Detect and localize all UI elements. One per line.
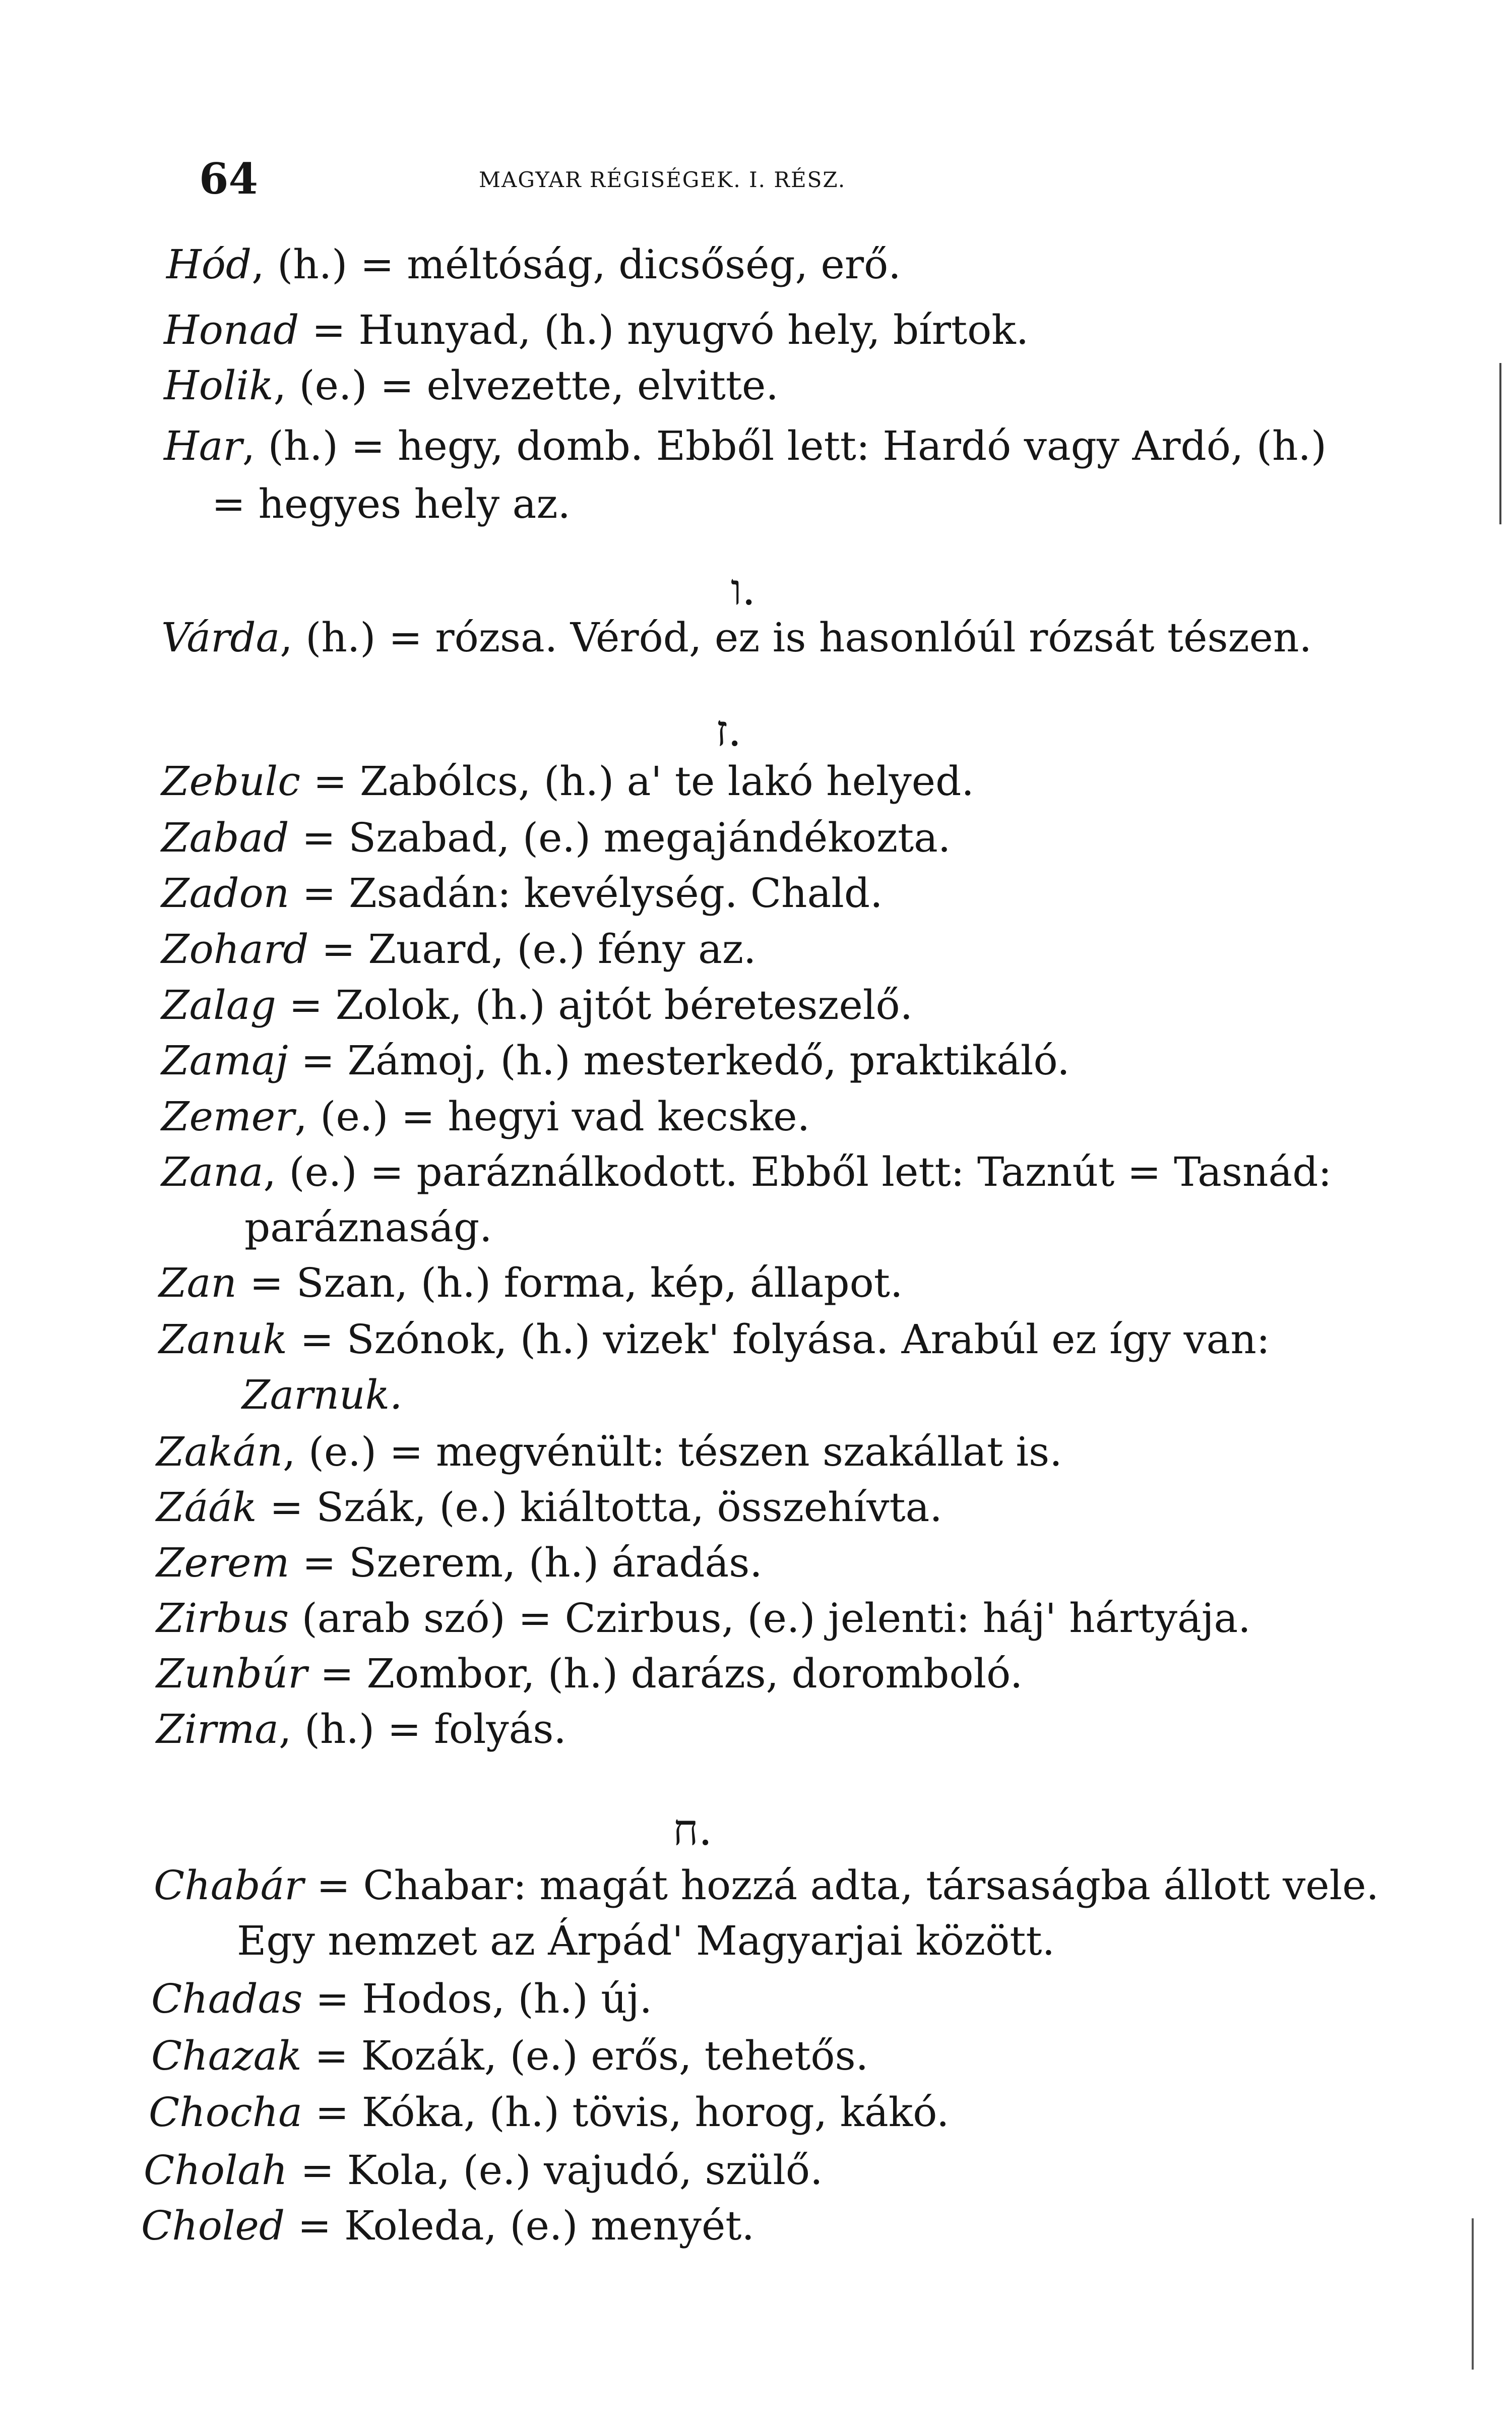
scan-edge-mark: [1472, 2218, 1474, 2370]
definition: (arab szó) = Czirbus, (e.) jelenti: háj' hártyája.: [289, 1595, 1251, 1642]
dictionary-entry: [159, 1314, 1270, 1365]
headword: Har: [164, 422, 242, 469]
headword: Zohard: [161, 926, 309, 973]
dictionary-entry: [161, 756, 974, 807]
entry-continuation: Zarnuk.: [242, 1371, 403, 1418]
definition: = Zolok, (h.) ajtót béreteszelő.: [276, 982, 913, 1028]
definition: = Szerem, (h.) áradás.: [289, 1539, 763, 1586]
definition: = Zuard, (e.) fény az.: [308, 926, 757, 973]
headword: Chabár: [154, 1862, 304, 1909]
dictionary-entry: [144, 2145, 823, 2196]
definition: , (e.) = hegyi vad kecske.: [294, 1093, 810, 1140]
running-head: MAGYAR RÉGISÉGEK. I. RÉSZ.: [479, 167, 846, 192]
definition: = Zámoj, (h.) mesterkedő, praktikáló.: [288, 1037, 1070, 1084]
headword: Zamaj: [161, 1037, 288, 1084]
headword: Zakán: [156, 1428, 283, 1475]
headword: Zanuk: [159, 1316, 287, 1363]
dictionary-entry: [166, 239, 901, 290]
dictionary-entry: [156, 1482, 942, 1533]
dictionary-entry: [151, 1974, 652, 2024]
headword: Záák: [156, 1484, 257, 1531]
dictionary-entry: [154, 1860, 1379, 1911]
dictionary-entry: [156, 1538, 763, 1588]
definition: = Hodos, (h.) új.: [302, 1975, 653, 2022]
dictionary-entry: [164, 421, 1327, 471]
definition: = Szan, (h.) forma, kép, állapot.: [236, 1259, 903, 1306]
definition: = Kola, (e.) vajudó, szülő.: [287, 2147, 823, 2194]
dictionary-entry: [149, 2087, 949, 2138]
definition: = Koleda, (e.) menyét.: [285, 2202, 754, 2249]
headword: Cholah: [144, 2147, 288, 2194]
headword: Zemer: [161, 1093, 295, 1140]
headword: Chazak: [151, 2032, 302, 2079]
headword: Zana: [161, 1148, 264, 1195]
definition: , (e.) = elvezette, elvitte.: [273, 362, 779, 409]
dictionary-entry: [156, 1704, 566, 1754]
definition: , (e.) = paráználkodott. Ebből lett: Taznút = Tasnád:: [263, 1148, 1332, 1195]
dictionary-entry: [161, 980, 913, 1031]
headword: Zabad: [161, 814, 289, 861]
definition: , (h.) = rózsa. Véród, ez is hasonlóúl rózsát tészen.: [280, 614, 1312, 661]
headword: Choled: [141, 2202, 285, 2249]
headword: Zebulc: [161, 758, 301, 805]
definition: = Kóka, (h.) tövis, horog, kákó.: [302, 2089, 950, 2136]
headword: Holik: [164, 362, 274, 409]
entry-continuation: paráznaság.: [244, 1204, 492, 1251]
headword: Chadas: [151, 1975, 303, 2022]
dictionary-entry: [159, 1258, 903, 1308]
definition: = Zombor, (h.) darázs, doromboló.: [307, 1650, 1023, 1697]
headword: Honad: [164, 307, 299, 353]
dictionary-entry: [164, 305, 1029, 355]
definition: , (e.) = megvénült: tészen szakállat is.: [282, 1428, 1062, 1475]
dictionary-entry: [161, 924, 756, 975]
headword: Zunbúr: [156, 1650, 307, 1697]
definition: , (h.) = méltóság, dicsőség, erő.: [251, 241, 901, 288]
definition: = Chabar: magát hozzá adta, társaságba állott vele.: [303, 1862, 1379, 1909]
dictionary-entry: [161, 613, 1312, 663]
definition: = Szabad, (e.) megajándékozta.: [289, 814, 951, 861]
definition: = Szák, (e.) kiáltotta, összehívta.: [257, 1484, 942, 1531]
dictionary-entry: [161, 1036, 1070, 1086]
dictionary-entry: [156, 1649, 1023, 1699]
definition: , (h.) = folyás.: [278, 1706, 566, 1752]
dictionary-entry: [161, 868, 883, 919]
section-letter-zayin: ז.: [716, 706, 742, 756]
headword: Hód: [166, 241, 252, 288]
dictionary-entry: [164, 360, 779, 411]
entry-continuation: = hegyes hely az.: [212, 480, 571, 527]
dictionary-entry: [161, 813, 951, 863]
headword: Zirma: [156, 1706, 279, 1752]
scan-edge-mark: [1499, 363, 1501, 524]
page-number: 64: [199, 154, 258, 204]
definition: = Kozák, (e.) erős, tehetős.: [301, 2032, 869, 2079]
headword: Zadon: [161, 870, 290, 917]
section-letter-chet: ח.: [673, 1805, 713, 1855]
definition: = Zabólcs, (h.) a' te lakó helyed.: [300, 758, 974, 805]
dictionary-entry: [141, 2201, 754, 2251]
headword: Chocha: [149, 2089, 302, 2136]
page-header: [199, 154, 1056, 204]
dictionary-entry: [156, 1427, 1062, 1477]
definition: = Hunyad, (h.) nyugvó hely, bírtok.: [299, 307, 1029, 353]
headword: Várda: [161, 614, 280, 661]
entry-continuation: Egy nemzet az Árpád' Magyarjai között.: [237, 1917, 1055, 1964]
dictionary-entry: [156, 1593, 1251, 1644]
definition: , (h.) = hegy, domb. Ebből lett: Hardó vagy Ardó, (h.): [242, 422, 1327, 469]
section-letter-vav: ו.: [731, 565, 756, 615]
headword: Zerem: [156, 1539, 290, 1586]
definition: = Szónok, (h.) vizek' folyása. Arabúl ez így van:: [287, 1316, 1270, 1363]
definition: = Zsadán: kevélység. Chald.: [289, 870, 883, 917]
dictionary-entry: [161, 1092, 810, 1142]
dictionary-entry: [151, 2031, 868, 2081]
dictionary-entry: [161, 1147, 1332, 1197]
headword: Zan: [159, 1259, 237, 1306]
headword: Zalag: [161, 982, 276, 1028]
headword: Zirbus: [156, 1595, 289, 1642]
